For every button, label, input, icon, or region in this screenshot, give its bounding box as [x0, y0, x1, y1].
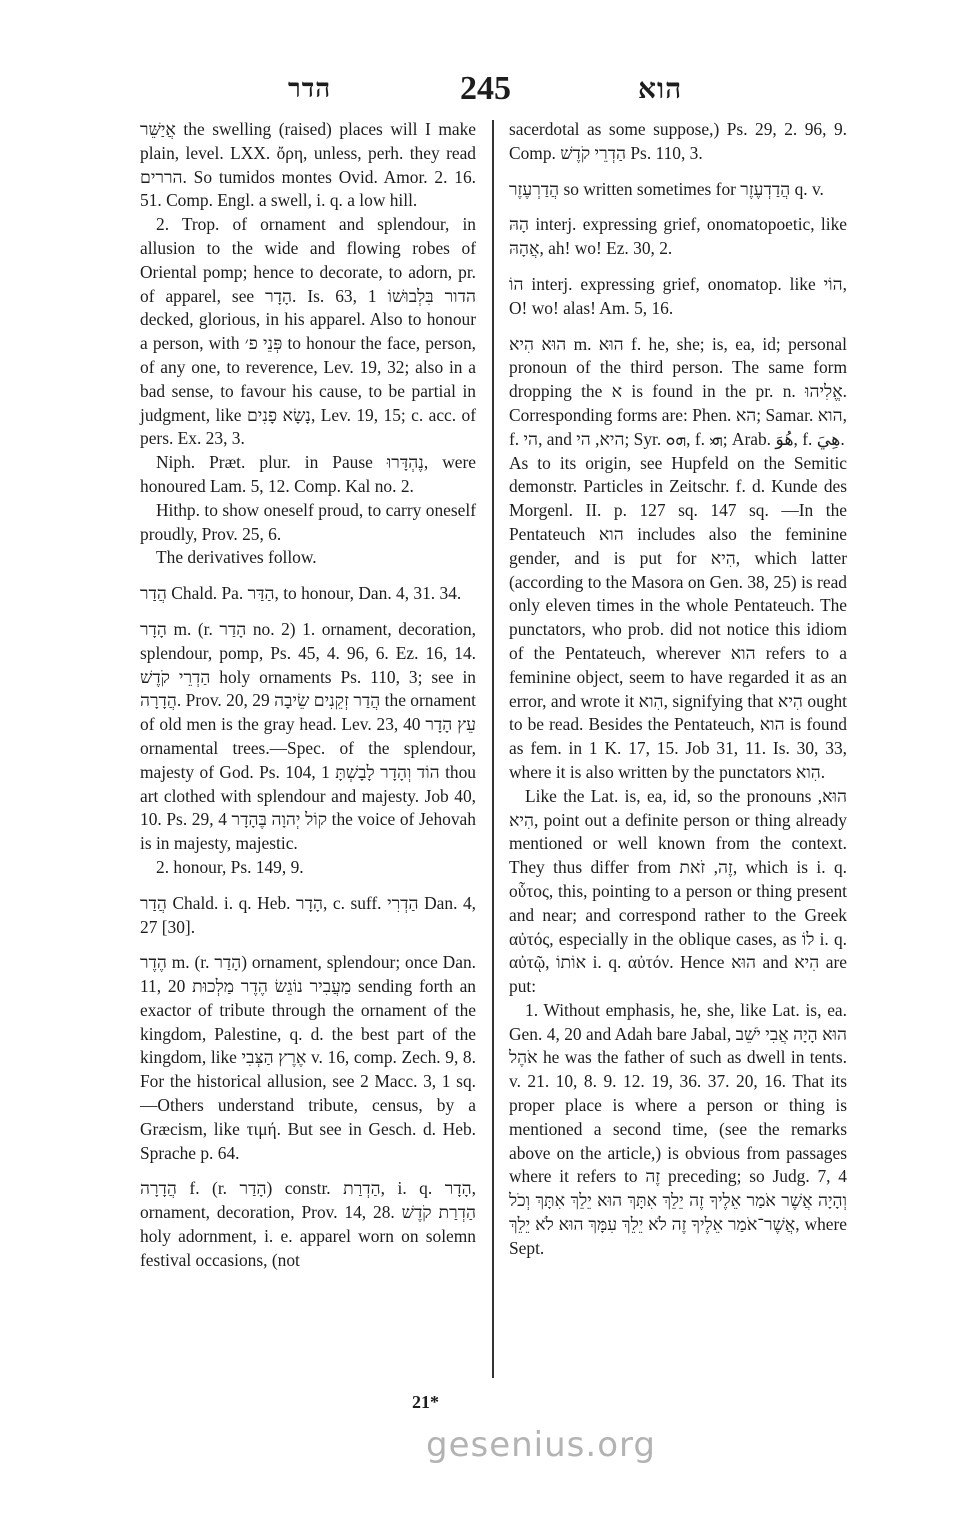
sense-paragraph: 2. Trop. of ornament and splendour, in allusion to the wide and flowing robes of Oriental pomp; hence to decorate, to adorn, pr. of apparel, see הָדָר. Is. 63, 1 הדור בִּלְבוּשׁוֹ decked, glorious, in his apparel. Also to honour a person, with פְּנֵי פ׳ to honour the face, person, of any one, to reverence, Lev. 19, 32; also in a bad sense, to favour his cause, to be partial in judgment, like נָשָׂא פָנִים, Lev. 19, 15; c. acc. of pers. Ex. 23, 3. — [140, 214, 476, 449]
column-divider — [492, 120, 494, 1378]
left-column — [140, 118, 476, 1273]
sense-paragraph: 1. Without emphasis, he, she, like Lat. is, ea. Gen. 4, 20 and Adah bare Jabal, הוּא הָיָה אֲבִי יֹשֵׁב אֹהֶל he was the father of such as dwell in tents. v. 21. 10, 8. 9. 12. 19, 36. 37. 20, 16. That its proper place is where a person or thing is mentioned a second time, (see the remarks above on the article,) is obvious from passages where it refers to זֶה preceding; so Judg. 7, 4 וְהָיָה אֲשֶׁר אֹמַר אֵלֶיךָ זֶה יֵלֵךְ אִתָּךְ הוּא יֵלֵךְ אִתָּךְ וְכֹל אֲשֶׁר־אֹמַר אֵלֶיךָ זֶה לֹא יֵלֵךְ עִמָּךְ הוּא לֹא יֵלֵךְ, where Sept. — [509, 999, 847, 1258]
dictionary-entry: הָהּ interj. expressing grief, onomatopoetic, like אֲהָהּ, ah! wo! Ez. 30, 2. — [509, 214, 847, 259]
dictionary-entry: הֲדַר Chald. Pa. הַדַּר, to honour, Dan. 4, 31. 34. — [140, 583, 462, 604]
dictionary-entry: הֶדֶר m. (r. הָדַר) ornament, splendour; once Dan. 11, 20 מַעֲבִיר נוֹגֵשׂ הֶדֶר מַלְכוּת sending forth an exactor of tribute through the ornament of the kingdom, Palestine, q. d. the best part of the kingdom, like אֶרֶץ הַצְּבִי v. 16, comp. Zech. 9, 8. For the historical allusion, see 2 Macc. 3, 1 sq.—Others understand tribute, census, by a Græcism, like τιμή. But see in Gesch. d. Heb. Sprache p. 64. — [140, 952, 476, 1163]
dictionary-entry: הֲדַרְעֶזֶר so written sometimes for הֲדַדְעֶזֶר q. v. — [509, 178, 824, 199]
dictionary-entry: הוֹ interj. expressing grief, onomatop. like הוֹי, O! wo! alas! Am. 5, 16. — [509, 273, 847, 318]
derivatives-note: The derivatives follow. — [156, 547, 317, 568]
header-left-catchword: הדר — [288, 74, 332, 103]
niphal-paragraph: Niph. Præt. plur. in Pause נֶהְדָּרוּ, were honoured Lam. 5, 12. Comp. Kal no. 2. — [140, 452, 476, 496]
origin-paragraph: As to its origin, see Hupfeld on the Semitic demonstr. Particles in Zeitschr. f. d. Kunde des Morgenl. II. p. 127 sq. 147 sq. —In the Pentateuch הוא includes also the feminine gender, and is put for הִיא, which latter (according to the Masora on Gen. 38, 25) is read only eleven times in the whole Pentateuch. The punctators, who prob. did not notice this idiom of the Pentateuch, wherever הוא refers to a feminine object, seem to have regarded it as an error, and wrote it הִוא, signifying that הִיא ought to be read. Besides the Pentateuch, הוא is found as fem. in 1 K. 17, 15. Job 31, 11. Is. 30, 33, where it is also written by the punctators הִוא. — [509, 452, 847, 782]
page-number: 245 — [460, 70, 511, 107]
dictionary-entry: הָדָר m. (r. הָדַר no. 2) 1. ornament, decoration, splendour, pomp, Ps. 45, 4. 96, 6. Ez. 16, 14. הַדְרֵי קֹדֶשׁ holy ornaments Ps. 110, 3; see in הֲדָרָה. Prov. 20, 29 הֲדַר זְקֵנִים שֵׂיבָה the ornament of old men is the gray head. Lev. 23, 40 עֵץ הָדָר ornamental trees.—Spec. of the splendour, majesty of God. Ps. 104, 1 הוֹד וְהָדָר לָבָשְׁתָּ thou art clothed with splendour and majesty. Job 40, 10. Ps. 29, 4 קוֹל יְהוָה בֶּהָדָר the voice of Jehovah is in majesty, majestic. — [140, 618, 476, 854]
usage-paragraph: Like the Lat. is, ea, id, so the pronouns הוּא, הִיא, point out a definite person or thing already mentioned or well known from the context. They thus differ from זֶה, זֹאת, which is i. q. οὗτος, this, pointing to a person or thing present and near; and correspond rather to the Greek αὐτός, especially in the oblique cases, as לוֹ i. q. αὐτῷ, אוֹתוֹ i. q. αὐτόν. Hence הוּא and הִיא are put: — [509, 785, 847, 997]
entry-continuation: אֲיַשֵּׁר the swelling (raised) places will I make plain, level. LXX. ὄρη, unless, perh. they read הררים. So tumidos montes Ovid. Amor. 2. 16. 51. Comp. Engl. a swell, i. q. a low hill. — [140, 119, 476, 211]
header-right-catchword: הוא — [638, 74, 683, 105]
signature-mark: 21* — [412, 1392, 439, 1412]
dictionary-entry: הֲדָרָה f. (r. הָדַר) constr. הַדְרַת, i. q. הָדָר, ornament, decoration, Prov. 14, 28. הַדְרַת קֹדֶשׁ holy adornment, i. e. apparel worn on solemn festival occasions, (not — [140, 1178, 477, 1270]
hithpael-paragraph: Hithp. to show oneself proud, to carry oneself proudly, Prov. 25, 6. — [140, 499, 476, 544]
watermark-logo: gesenius.org — [426, 1425, 656, 1465]
entry-continuation: sacerdotal as some suppose,) Ps. 29, 2. 96, 9. Comp. הַדְרֵי קֹדֶשׁ Ps. 110, 3. — [509, 119, 847, 163]
right-column — [509, 118, 847, 1261]
dictionary-entry: הֲדַר Chald. i. q. Heb. הָדָר, c. suff. הַדְרִי Dan. 4, 27 [30]. — [140, 892, 476, 937]
running-header — [138, 70, 708, 110]
sense-paragraph: 2. honour, Ps. 149, 9. — [156, 856, 304, 877]
dictionary-entry: הוּא הִיא m. הוּא f. he, she; is, ea, id; personal pronoun of the third person. The same form dropping the א is found in the pr. n. אֱלִיהוּ. Corresponding forms are: Phen. הא; Samar. הוא, f. הי, and היא, הי; Syr. ܗܘ, f. ܗܝ; Arab. هُوَ, f. هِيَ. — [509, 333, 847, 449]
